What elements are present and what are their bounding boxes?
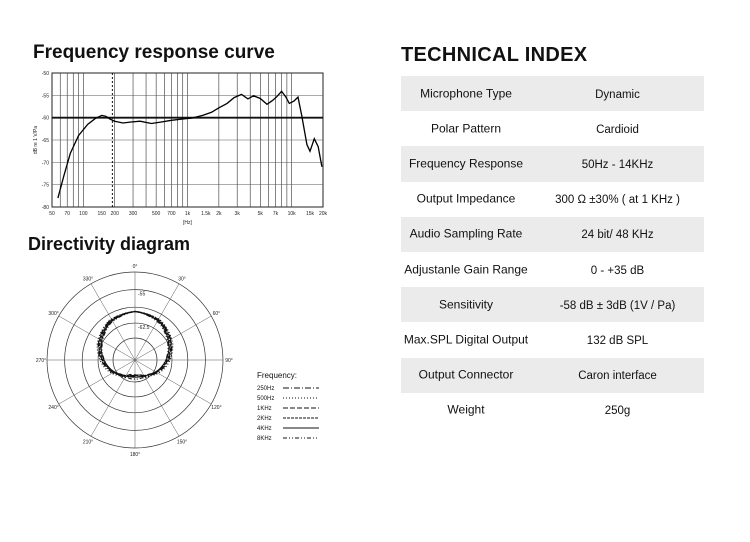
spec-value: Caron interface xyxy=(578,370,657,383)
angle-label: 150° xyxy=(176,439,188,446)
spec-label: Output Impedance xyxy=(416,191,516,206)
x-tick-label: 100 xyxy=(79,211,88,217)
angle-label: 180° xyxy=(129,452,141,458)
x-tick-label: 700 xyxy=(167,211,176,217)
x-tick-label: 150 xyxy=(97,211,106,217)
angle-label: 30° xyxy=(178,276,186,283)
x-tick-label: 5k xyxy=(257,211,263,217)
spec-value: 50Hz - 14KHz xyxy=(581,159,654,172)
y-tick-label: -80 xyxy=(41,205,49,211)
x-tick-label: 10k xyxy=(287,211,296,217)
legend-label: 500Hz xyxy=(257,396,275,402)
spec-row xyxy=(401,182,704,217)
angle-label: 330° xyxy=(82,276,94,283)
spec-value: 0 - +35 dB xyxy=(590,264,645,277)
spec-row xyxy=(401,146,704,181)
x-tick-label: 15k xyxy=(305,211,315,217)
y-tick-label: -75 xyxy=(41,182,49,189)
spec-value: -58 dB ± 3dB (1V / Pa) xyxy=(559,299,676,312)
ring-label: -62.5 xyxy=(138,325,150,332)
spec-label: Weight xyxy=(447,402,485,417)
y-tick-label: -50 xyxy=(41,71,49,77)
polar-spoke xyxy=(135,360,211,404)
polar-spoke xyxy=(59,316,135,360)
angle-label: 240° xyxy=(48,405,59,411)
angle-label: 270° xyxy=(35,358,47,364)
spec-label: Microphone Type xyxy=(420,85,512,100)
y-tick-label: -65 xyxy=(41,138,49,144)
directivity-chart xyxy=(35,262,335,458)
polar-spoke xyxy=(91,284,135,360)
angle-label: 120° xyxy=(211,405,222,411)
legend-label: 8KHz xyxy=(257,436,272,442)
spec-value: Cardioid xyxy=(596,123,639,136)
x-tick-label: 50 xyxy=(49,211,55,217)
legend-label: 2KHz xyxy=(257,416,272,422)
x-tick-label: 500 xyxy=(151,211,161,217)
spec-label: Adjustanle Gain Range xyxy=(404,261,528,276)
technical-index-title: TECHNICAL INDEX xyxy=(401,44,588,66)
spec-label: Audio Sampling Rate xyxy=(409,226,523,241)
spec-label: Sensitivity xyxy=(438,297,494,312)
x-tick-label: 70 xyxy=(64,211,71,217)
spec-value: 132 dB SPL xyxy=(586,335,649,348)
x-tick-label: 7k xyxy=(272,211,279,217)
y-tick-label: -55 xyxy=(41,93,49,100)
angle-label: 60° xyxy=(212,311,221,317)
legend-label: 4KHz xyxy=(257,426,272,432)
spec-row xyxy=(401,111,704,146)
spec-value: 24 bit/ 48 KHz xyxy=(581,229,654,242)
x-tick-label: 1.5k xyxy=(201,211,211,217)
spec-value: 300 Ω ±30% ( at 1 KHz ) xyxy=(555,194,680,207)
angle-label: 300° xyxy=(48,311,59,317)
polar-spoke xyxy=(135,316,211,360)
spec-label: Frequency Response xyxy=(408,156,524,171)
spec-label: Output Connector xyxy=(418,367,514,382)
legend-label: 1KHz xyxy=(257,406,272,412)
angle-label: 90° xyxy=(225,358,233,364)
spec-table xyxy=(401,76,704,428)
x-tick-label: 20k xyxy=(318,211,328,217)
x-tick-label: 1k xyxy=(184,211,191,217)
angle-label: 210° xyxy=(82,439,94,446)
x-axis-label: [Hz] xyxy=(183,220,192,226)
legend-title: Frequency: xyxy=(257,371,298,380)
spec-row xyxy=(401,393,704,428)
x-tick-label: 2k xyxy=(216,211,222,217)
polar-spoke xyxy=(59,360,135,404)
ring-label: -55 xyxy=(138,291,146,298)
x-tick-label: 200 xyxy=(110,211,119,217)
spec-row xyxy=(401,252,704,287)
legend-label: 250Hz xyxy=(257,386,275,392)
angle-label: 0° xyxy=(132,264,138,270)
y-tick-label: -60 xyxy=(41,115,49,122)
x-tick-label: 300 xyxy=(128,211,138,217)
spec-row xyxy=(401,76,704,111)
spec-label: Polar Pattern xyxy=(430,121,502,136)
spec-row xyxy=(401,217,704,252)
directivity-title: Directivity diagram xyxy=(28,234,191,254)
x-tick-label: 3k xyxy=(234,211,240,217)
frequency-response-chart xyxy=(30,66,330,231)
frequency-response-title: Frequency response curve xyxy=(33,42,275,63)
y-axis-label: dB re 1 V/Pa xyxy=(33,125,39,155)
spec-row xyxy=(401,287,704,322)
y-tick-label: -70 xyxy=(41,160,49,167)
spec-value: 250g xyxy=(604,405,631,418)
spec-row xyxy=(401,322,704,357)
spec-row xyxy=(401,358,704,393)
spec-label: Max.SPL Digital Output xyxy=(403,332,529,347)
spec-value: Dynamic xyxy=(595,88,640,101)
